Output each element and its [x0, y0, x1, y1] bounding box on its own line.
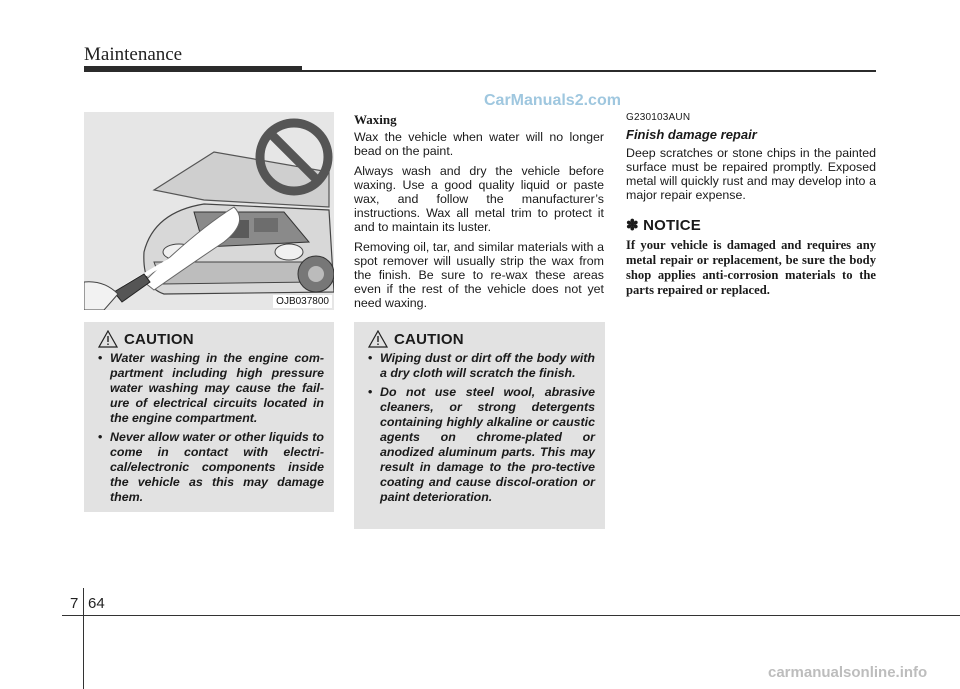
watermark-top[interactable]: CarManuals2.com — [484, 92, 621, 109]
waxing-heading: Waxing — [354, 112, 397, 127]
figure-code: OJB037800 — [273, 295, 332, 308]
caution-item: • Never allow water or other liquids to come in contact with electri-cal/electronic components inside the vehicle as this may damage them. — [98, 430, 324, 504]
header-rule-thick — [84, 66, 302, 72]
caution-list — [98, 351, 324, 505]
finish-damage-section — [626, 112, 876, 298]
footer-vertical-rule — [83, 588, 84, 689]
car-hood-prohibited-icon — [84, 112, 334, 310]
engine-washing-illustration — [84, 112, 334, 310]
finish-damage-heading: Finish damage repair — [626, 127, 757, 142]
caution-list — [368, 351, 595, 505]
page-number: 64 — [88, 595, 105, 612]
waxing-paragraph: Removing oil, tar, and similar materials with a spot remover will usually strip the wax from the finish. Be sure to re-wax these areas even if the rest of the vehicle does not yet need waxing. — [354, 240, 604, 310]
watermark-bottom[interactable]: carmanualsonline.info — [768, 664, 928, 681]
warning-triangle-icon — [98, 330, 118, 348]
waxing-section — [354, 112, 604, 316]
section-code: G230103AUN — [626, 112, 691, 123]
caution-box-body-care — [354, 322, 605, 529]
waxing-paragraph: Always wash and dry the vehicle before waxing. Use a good quality liquid or paste wax, and follow the manufacturer’s instructions. Wax all metal trim to protect it and to maintain its luster. — [354, 164, 604, 234]
caution-item: • Wiping dust or dirt off the body with a dry cloth will scratch the finish. — [368, 351, 595, 380]
finish-damage-paragraph: Deep scratches or stone chips in the painted surface must be repaired promptly. Exposed metal will quickly rust and may develop into a major repair expense. — [626, 146, 876, 202]
waxing-paragraph: Wax the vehicle when water will no longer bead on the paint. — [354, 130, 604, 158]
header-rule-thin — [302, 70, 876, 72]
caution-item: • Water washing in the engine com-partment including high pressure water washing may cause the fail-ure of electrical circuits located in the engine compartment. — [98, 351, 324, 425]
caution-box-engine-washing — [84, 322, 334, 512]
caution-item: • Do not use steel wool, abrasive cleaners, or strong detergents containing highly alkaline or caustic agents on chrome-plated or anodized aluminum parts. This may result in damage to the pro-tective coating and cause discol-oration or paint deterioration. — [368, 385, 595, 504]
notice-title: ✽ NOTICE — [626, 217, 702, 234]
caution-title: CAUTION — [394, 330, 464, 348]
page-header-title: Maintenance — [84, 44, 183, 65]
chapter-number: 7 — [70, 595, 79, 612]
footer-horizontal-rule — [62, 615, 960, 616]
warning-triangle-icon — [368, 330, 388, 348]
notice-text: If your vehicle is damaged and requires any metal repair or replacement, be sure the body shop applies anti-corrosion materials to the parts repaired or replaced. — [626, 238, 876, 297]
caution-title: CAUTION — [124, 330, 194, 348]
